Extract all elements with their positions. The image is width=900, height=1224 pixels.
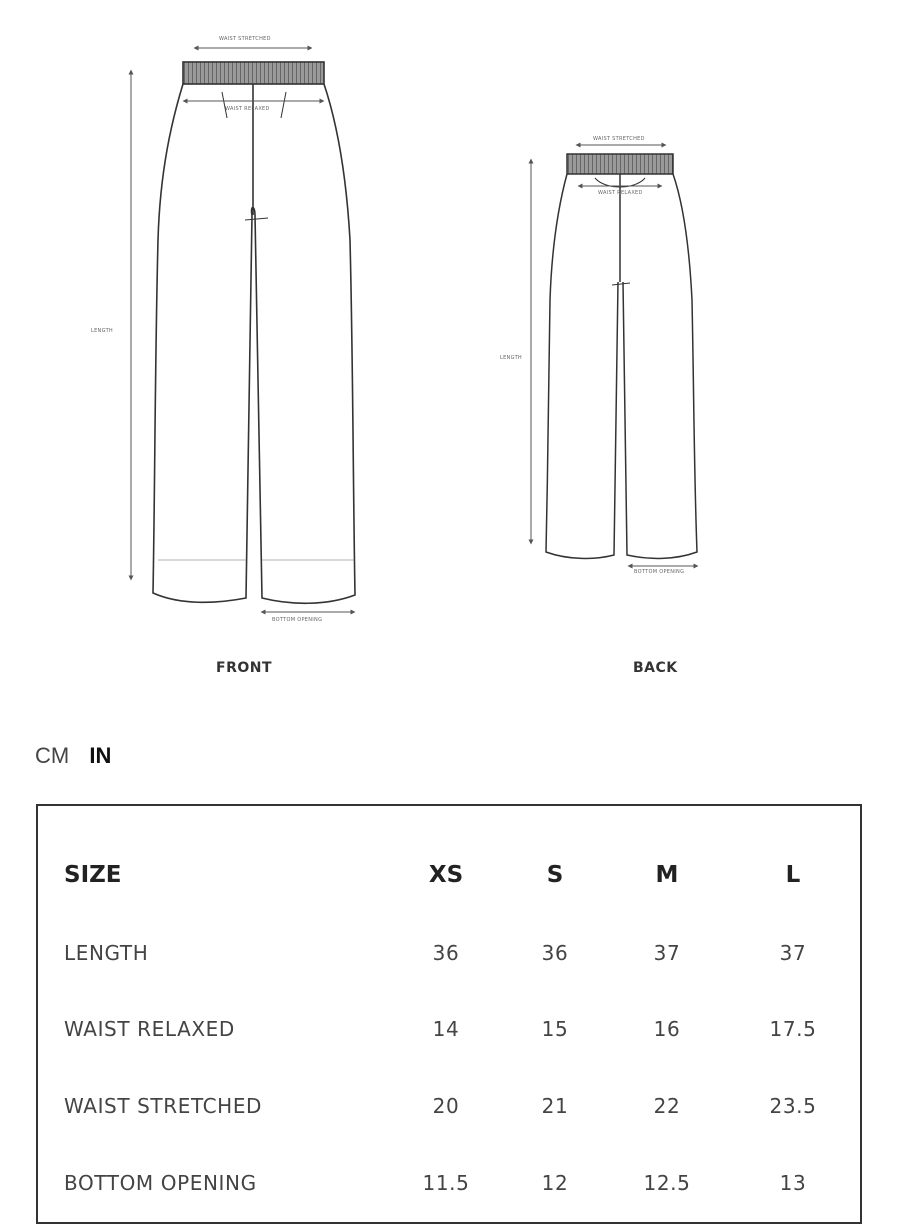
table-cell: 20 — [432, 1094, 460, 1118]
size-m-header: M — [655, 862, 679, 888]
front-measure-lines — [131, 48, 353, 612]
size-xs-header: XS — [428, 862, 464, 888]
table-cell: 16 — [653, 1017, 681, 1041]
front-waistband — [183, 62, 324, 84]
unit-in-option[interactable]: IN — [89, 743, 112, 768]
table-row-bottom-opening — [38, 1163, 860, 1203]
front-pants-drawing — [153, 62, 355, 603]
table-cell: 37 — [779, 941, 807, 965]
table-cell: 12 — [541, 1171, 569, 1195]
table-row-waist-relaxed — [38, 1009, 860, 1049]
table-cell: 37 — [653, 941, 681, 965]
back-waistband — [567, 154, 673, 174]
size-s-header: S — [546, 862, 564, 888]
front-bottom-opening-label: BOTTOM OPENING — [272, 617, 323, 623]
table-cell: 15 — [541, 1017, 569, 1041]
front-waist-stretched-label: WAIST STRETCHED — [219, 36, 271, 42]
table-cell: 17.5 — [769, 1017, 817, 1041]
table-header-row — [38, 855, 860, 895]
front-waist-relaxed-label: WAIST RELAXED — [225, 106, 270, 112]
back-length-label: LENGTH — [500, 355, 522, 361]
table-cell: 13 — [779, 1171, 807, 1195]
table-row-length — [38, 933, 860, 973]
front-view-label: FRONT — [216, 660, 273, 676]
table-cell: 11.5 — [422, 1171, 470, 1195]
back-waist-relaxed-label: WAIST RELAXED — [598, 190, 643, 196]
size-column-header: SIZE — [64, 862, 122, 888]
table-cell: 36 — [541, 941, 569, 965]
table-cell: 12.5 — [643, 1171, 691, 1195]
row-label: WAIST RELAXED — [64, 1017, 235, 1041]
back-measure-lines — [531, 145, 696, 566]
table-cell: 21 — [541, 1094, 569, 1118]
back-view-label: BACK — [633, 660, 678, 676]
row-label: BOTTOM OPENING — [64, 1171, 257, 1195]
size-l-header: L — [785, 862, 801, 888]
row-label: LENGTH — [64, 941, 149, 965]
table-cell: 23.5 — [769, 1094, 817, 1118]
table-cell: 22 — [653, 1094, 681, 1118]
back-bottom-opening-label: BOTTOM OPENING — [634, 569, 685, 575]
back-waist-stretched-label: WAIST STRETCHED — [593, 136, 645, 142]
front-length-label: LENGTH — [91, 328, 113, 334]
unit-toggle — [35, 743, 125, 769]
table-row-waist-stretched — [38, 1086, 860, 1126]
row-label: WAIST STRETCHED — [64, 1094, 263, 1118]
size-chart-table — [36, 804, 862, 1224]
back-pants-drawing — [546, 154, 697, 558]
table-cell: 36 — [432, 941, 460, 965]
unit-cm-option[interactable]: CM — [35, 743, 70, 768]
table-cell: 14 — [432, 1017, 460, 1041]
